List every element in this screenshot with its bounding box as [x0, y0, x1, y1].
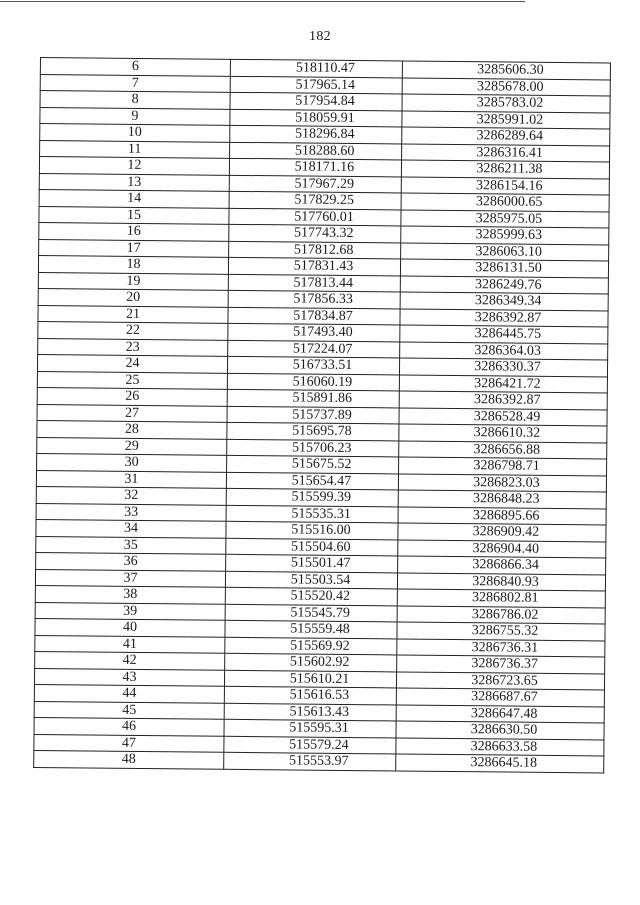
y-coordinate-cell: 3286645.18	[396, 754, 604, 772]
y-coordinate-cell: 3286154.16	[401, 176, 609, 194]
y-coordinate-cell: 3286528.49	[399, 407, 607, 425]
point-number-cell: 45	[34, 701, 224, 719]
y-coordinate-cell: 3286840.93	[397, 572, 605, 590]
point-number-cell: 34	[36, 519, 226, 537]
y-coordinate-cell: 3286909.42	[398, 523, 606, 541]
top-rule	[0, 1, 525, 2]
y-coordinate-cell: 3286687.67	[396, 688, 604, 706]
y-coordinate-cell: 3286392.87	[399, 391, 607, 409]
x-coordinate-cell: 515616.53	[224, 686, 396, 704]
x-coordinate-cell: 518296.84	[230, 125, 402, 143]
y-coordinate-cell: 3286736.31	[397, 638, 605, 656]
x-coordinate-cell: 517965.14	[230, 76, 402, 94]
y-coordinate-cell: 3286736.37	[397, 655, 605, 673]
point-number-cell: 46	[34, 717, 224, 735]
x-coordinate-cell: 515559.48	[225, 620, 397, 638]
y-coordinate-cell: 3286610.32	[399, 424, 607, 442]
y-coordinate-cell: 3285783.02	[402, 94, 610, 112]
point-number-cell: 40	[35, 618, 225, 636]
y-coordinate-cell: 3286786.02	[397, 605, 605, 623]
x-coordinate-cell: 515610.21	[224, 670, 396, 688]
y-coordinate-cell: 3286802.81	[397, 589, 605, 607]
x-coordinate-cell: 517834.87	[228, 307, 400, 325]
coordinates-table-body	[34, 58, 611, 773]
x-coordinate-cell: 515579.24	[224, 736, 396, 754]
x-coordinate-cell: 515520.42	[225, 587, 397, 605]
point-number-cell: 30	[37, 453, 227, 471]
x-coordinate-cell: 516733.51	[227, 356, 399, 374]
point-number-cell: 22	[38, 321, 228, 339]
x-coordinate-cell: 518288.60	[230, 142, 402, 160]
y-coordinate-cell: 3285999.63	[401, 226, 609, 244]
x-coordinate-cell: 516060.19	[227, 373, 399, 391]
y-coordinate-cell: 3286392.87	[400, 308, 608, 326]
y-coordinate-cell: 3286316.41	[402, 143, 610, 161]
point-number-cell: 42	[35, 651, 225, 669]
point-number-cell: 9	[40, 107, 230, 125]
y-coordinate-cell: 3285678.00	[402, 77, 610, 95]
point-number-cell: 24	[37, 354, 227, 372]
point-number-cell: 35	[36, 536, 226, 554]
x-coordinate-cell: 515501.47	[226, 554, 398, 572]
point-number-cell: 41	[35, 635, 225, 653]
y-coordinate-cell: 3286895.66	[398, 506, 606, 524]
point-number-cell: 11	[40, 140, 230, 158]
x-coordinate-cell: 515602.92	[225, 653, 397, 671]
point-number-cell: 25	[37, 371, 227, 389]
y-coordinate-cell: 3285991.02	[402, 110, 610, 128]
y-coordinate-cell: 3286723.65	[396, 671, 604, 689]
point-number-cell: 28	[37, 420, 227, 438]
y-coordinate-cell: 3286904.40	[398, 539, 606, 557]
point-number-cell: 37	[35, 569, 225, 587]
point-number-cell: 8	[40, 91, 230, 109]
y-coordinate-cell: 3286630.50	[396, 721, 604, 739]
point-number-cell: 23	[38, 338, 228, 356]
point-number-cell: 36	[36, 552, 226, 570]
point-number-cell: 43	[34, 668, 224, 686]
point-number-cell: 15	[39, 206, 229, 224]
x-coordinate-cell: 517812.68	[229, 241, 401, 259]
y-coordinate-cell: 3286289.64	[402, 127, 610, 145]
x-coordinate-cell: 515654.47	[226, 472, 398, 490]
point-number-cell: 27	[37, 404, 227, 422]
y-coordinate-cell: 3286211.38	[401, 160, 609, 178]
x-coordinate-cell: 515535.31	[226, 505, 398, 523]
x-coordinate-cell: 515595.31	[224, 719, 396, 737]
point-number-cell: 33	[36, 503, 226, 521]
x-coordinate-cell: 515503.54	[225, 571, 397, 589]
point-number-cell: 12	[39, 157, 229, 175]
point-number-cell: 10	[40, 124, 230, 142]
y-coordinate-cell: 3285606.30	[402, 61, 610, 79]
y-coordinate-cell: 3286063.10	[401, 242, 609, 260]
x-coordinate-cell: 517954.84	[230, 92, 402, 110]
point-number-cell: 21	[38, 305, 228, 323]
point-number-cell: 44	[34, 684, 224, 702]
x-coordinate-cell: 515891.86	[227, 389, 399, 407]
coordinates-table-wrapper	[33, 57, 610, 773]
x-coordinate-cell: 515737.89	[227, 406, 399, 424]
point-number-cell: 7	[40, 74, 230, 92]
x-coordinate-cell: 515599.39	[226, 488, 398, 506]
x-coordinate-cell: 517493.40	[228, 323, 400, 341]
y-coordinate-cell: 3285975.05	[401, 209, 609, 227]
y-coordinate-cell: 3286000.65	[401, 193, 609, 211]
y-coordinate-cell: 3286647.48	[396, 704, 604, 722]
point-number-cell: 32	[36, 486, 226, 504]
y-coordinate-cell: 3286866.34	[398, 556, 606, 574]
point-number-cell: 16	[39, 222, 229, 240]
point-number-cell: 6	[40, 58, 230, 76]
x-coordinate-cell: 517760.01	[229, 208, 401, 226]
point-number-cell: 47	[34, 734, 224, 752]
y-coordinate-cell: 3286249.76	[400, 275, 608, 293]
point-number-cell: 19	[38, 272, 228, 290]
x-coordinate-cell: 515706.23	[227, 439, 399, 457]
point-number-cell: 14	[39, 189, 229, 207]
y-coordinate-cell: 3286349.34	[400, 292, 608, 310]
x-coordinate-cell: 517829.25	[229, 191, 401, 209]
y-coordinate-cell: 3286421.72	[399, 374, 607, 392]
x-coordinate-cell: 517967.29	[229, 175, 401, 193]
y-coordinate-cell: 3286131.50	[400, 259, 608, 277]
point-number-cell: 13	[39, 173, 229, 191]
x-coordinate-cell: 517831.43	[228, 257, 400, 275]
point-number-cell: 31	[36, 470, 226, 488]
x-coordinate-cell: 515553.97	[224, 752, 396, 770]
y-coordinate-cell: 3286330.37	[399, 358, 607, 376]
point-number-cell: 38	[35, 585, 225, 603]
point-number-cell: 20	[38, 288, 228, 306]
point-number-cell: 29	[37, 437, 227, 455]
y-coordinate-cell: 3286823.03	[398, 473, 606, 491]
x-coordinate-cell: 515695.78	[227, 422, 399, 440]
y-coordinate-cell: 3286755.32	[397, 622, 605, 640]
point-number-cell: 26	[37, 387, 227, 405]
x-coordinate-cell: 515516.00	[226, 521, 398, 539]
x-coordinate-cell: 515569.92	[225, 637, 397, 655]
y-coordinate-cell: 3286798.71	[399, 457, 607, 475]
x-coordinate-cell: 515613.43	[224, 703, 396, 721]
y-coordinate-cell: 3286656.88	[399, 440, 607, 458]
y-coordinate-cell: 3286633.58	[396, 737, 604, 755]
point-number-cell: 18	[38, 255, 228, 273]
x-coordinate-cell: 517813.44	[228, 274, 400, 292]
x-coordinate-cell: 517856.33	[228, 290, 400, 308]
x-coordinate-cell: 518059.91	[230, 109, 402, 127]
x-coordinate-cell: 515675.52	[227, 455, 399, 473]
coordinates-table	[33, 57, 611, 773]
y-coordinate-cell: 3286848.23	[398, 490, 606, 508]
x-coordinate-cell: 518171.16	[229, 158, 401, 176]
x-coordinate-cell: 515545.79	[225, 604, 397, 622]
y-coordinate-cell: 3286364.03	[400, 341, 608, 359]
x-coordinate-cell: 517743.32	[229, 224, 401, 242]
point-number-cell: 17	[39, 239, 229, 257]
x-coordinate-cell: 517224.07	[228, 340, 400, 358]
y-coordinate-cell: 3286445.75	[400, 325, 608, 343]
x-coordinate-cell: 518110.47	[230, 59, 402, 77]
page-number: 182	[309, 29, 331, 44]
point-number-cell: 39	[35, 602, 225, 620]
x-coordinate-cell: 515504.60	[226, 538, 398, 556]
point-number-cell: 48	[34, 750, 224, 768]
